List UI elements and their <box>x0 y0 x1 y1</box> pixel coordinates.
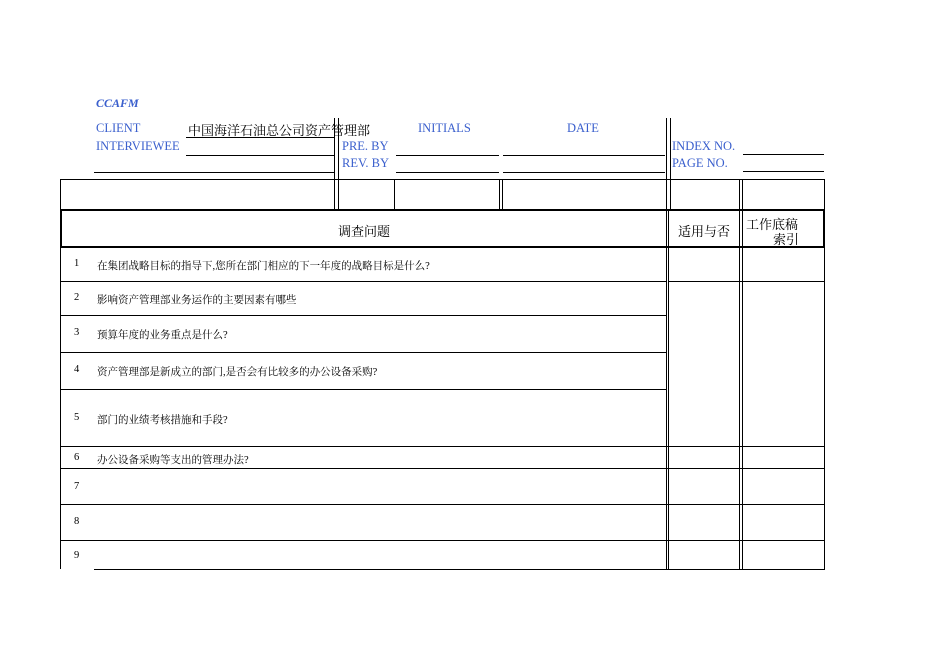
row-separator <box>60 446 825 447</box>
index-no-field[interactable] <box>743 154 824 155</box>
row-number: 4 <box>74 364 80 375</box>
row-number: 9 <box>74 550 80 561</box>
question-text: 影响资产管理部业务运作的主要因素有哪些 <box>97 295 297 306</box>
divider-line <box>668 209 669 570</box>
client-label: CLIENT <box>96 121 141 135</box>
column-header-question: 调查问题 <box>338 224 391 239</box>
question-text: 在集团战略目标的指导下,您所在部门相应的下一年度的战略目标是什么? <box>97 261 430 272</box>
page-no-label: PAGE NO. <box>672 156 728 170</box>
divider-line <box>666 118 667 210</box>
divider-line <box>739 209 740 570</box>
client-value[interactable]: 中国海洋石油总公司资产管理部 <box>188 123 371 138</box>
divider-line <box>338 118 339 210</box>
row-separator <box>60 389 666 390</box>
pre-by-label: PRE. BY <box>342 139 389 153</box>
table-header-bottom <box>60 246 825 248</box>
divider-line <box>823 209 825 248</box>
row-number: 2 <box>74 292 80 303</box>
header-bottom-line <box>94 172 334 173</box>
client-underline <box>186 137 334 138</box>
divider-line <box>499 179 500 210</box>
divider-line <box>60 246 61 569</box>
column-header-workpaper: 工作底稿 <box>746 217 799 232</box>
question-text: 办公设备采购等支出的管理办法? <box>97 455 249 466</box>
interviewee-underline <box>186 155 334 156</box>
index-no-label: INDEX NO. <box>672 139 736 153</box>
row-separator <box>60 281 666 282</box>
brand-title: CCAFM <box>96 96 139 110</box>
question-text: 部门的业绩考核措施和手段? <box>97 415 228 426</box>
date-label: DATE <box>567 121 599 135</box>
divider-line <box>824 179 825 210</box>
pre-by-date-field[interactable] <box>503 155 665 156</box>
row-number: 3 <box>74 327 80 338</box>
row-separator <box>60 352 666 353</box>
row-number: 5 <box>74 412 80 423</box>
divider-line <box>739 179 740 210</box>
interviewee-label: INTERVIEWEE <box>96 139 180 153</box>
divider-line <box>60 179 61 210</box>
table-header-top <box>60 209 825 211</box>
blank-row-top <box>60 179 825 180</box>
row-number: 6 <box>74 452 80 463</box>
row-separator <box>60 468 825 469</box>
divider-line <box>824 246 825 570</box>
row-number: 8 <box>74 516 80 527</box>
divider-line <box>394 179 395 210</box>
pre-by-initials-field[interactable] <box>396 155 499 156</box>
divider-line <box>742 209 743 570</box>
row-separator <box>60 540 825 541</box>
divider-line <box>502 179 503 210</box>
divider-line <box>742 179 743 210</box>
row-separator <box>668 281 825 282</box>
question-text: 资产管理部是新成立的部门,是否会有比较多的办公设备采购? <box>97 367 378 378</box>
divider-line <box>334 118 335 210</box>
row-separator <box>60 315 666 316</box>
column-header-applicable: 适用与否 <box>678 224 731 239</box>
divider-line <box>666 209 667 570</box>
question-text: 预算年度的业务重点是什么? <box>97 330 228 341</box>
rev-by-label: REV. BY <box>342 156 390 170</box>
page-no-field[interactable] <box>743 171 824 172</box>
initials-label: INITIALS <box>418 121 471 135</box>
rev-by-date-field[interactable] <box>503 172 665 173</box>
column-header-workpaper-index: 索引 <box>773 232 800 247</box>
row-number: 1 <box>74 258 80 269</box>
rev-by-initials-field[interactable] <box>396 172 499 173</box>
divider-line <box>670 118 671 210</box>
divider-line <box>60 209 62 248</box>
table-bottom-line <box>94 569 825 570</box>
row-number: 7 <box>74 481 80 492</box>
row-separator <box>60 504 825 505</box>
